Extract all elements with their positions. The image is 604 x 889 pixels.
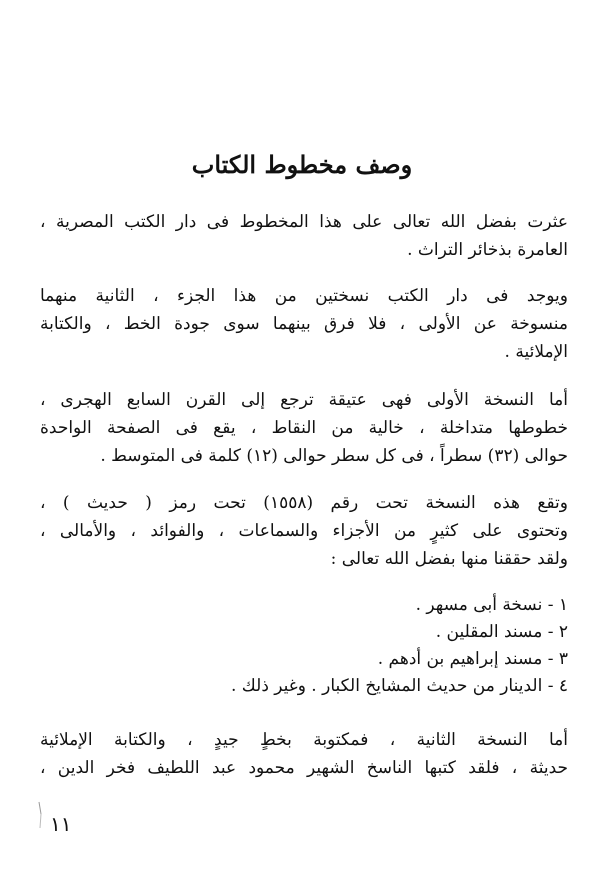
paragraph-line: أما النسخة الأولى فهى عتيقة ترجع إلى القرن السابع الهجرى ،: [40, 390, 568, 410]
paragraph-line: وتقع هذه النسخة تحت رقم (١٥٥٨) تحت رمز ( حديث ) ،: [40, 493, 568, 513]
paragraph-line: العامرة بذخائر التراث .: [407, 240, 568, 260]
list-item: ١ - نسخة أبى مسهر .: [415, 595, 568, 615]
list-item: ٣ - مسند إبراهيم بن أدهم .: [377, 649, 568, 669]
paragraph-line: خطوطها متداخلة ، خالية من النقاط ، يقع فى الصفحة الواحدة: [40, 418, 568, 438]
paragraph-line: منسوخة عن الأولى ، فلا فرق بينهما سوى جودة الخط ، والكتابة: [40, 314, 568, 334]
paragraph-line: ويوجد فى دار الكتب نسختين من هذا الجزء ، الثانية منهما: [40, 286, 568, 306]
paragraph-line: حوالى (٣٢) سطراً ، فى كل سطر حوالى (١٢) كلمة فى المتوسط .: [100, 446, 568, 466]
scan-mark: [36, 800, 48, 830]
paragraph-catalog-number: [40, 489, 568, 573]
edited-parts-list: [40, 592, 568, 700]
section-title: وصف مخطوط الكتاب: [191, 150, 413, 179]
paragraph-line: أما النسخة الثانية ، فمكتوبة بخطٍ جيدٍ ، والكتابة الإملائية: [40, 730, 568, 750]
paragraph-copies: [40, 282, 568, 366]
paragraph-line: حديثة ، فلقد كتبها الناسخ الشهير محمود عبد اللطيف فخر الدين ،: [40, 758, 568, 778]
paragraph-line: وتحتوى على كثيرٍ من الأجزاء والسماعات ، والفوائد ، والأمالى ،: [40, 521, 568, 541]
paragraph-first-copy: [40, 386, 568, 470]
list-item: ٢ - مسند المقلين .: [435, 622, 568, 642]
page-number: ١١: [50, 812, 72, 836]
list-item: ٤ - الدينار من حديث المشايخ الكبار . وغير ذلك .: [231, 676, 568, 696]
paragraph-discovery: [40, 208, 568, 264]
paragraph-second-copy: [40, 726, 568, 782]
paragraph-line: عثرت بفضل الله تعالى على هذا المخطوط فى دار الكتب المصرية ،: [40, 212, 568, 232]
paragraph-line: الإملائية .: [504, 342, 568, 362]
paragraph-line: ولقد حققنا منها بفضل الله تعالى :: [330, 549, 568, 569]
